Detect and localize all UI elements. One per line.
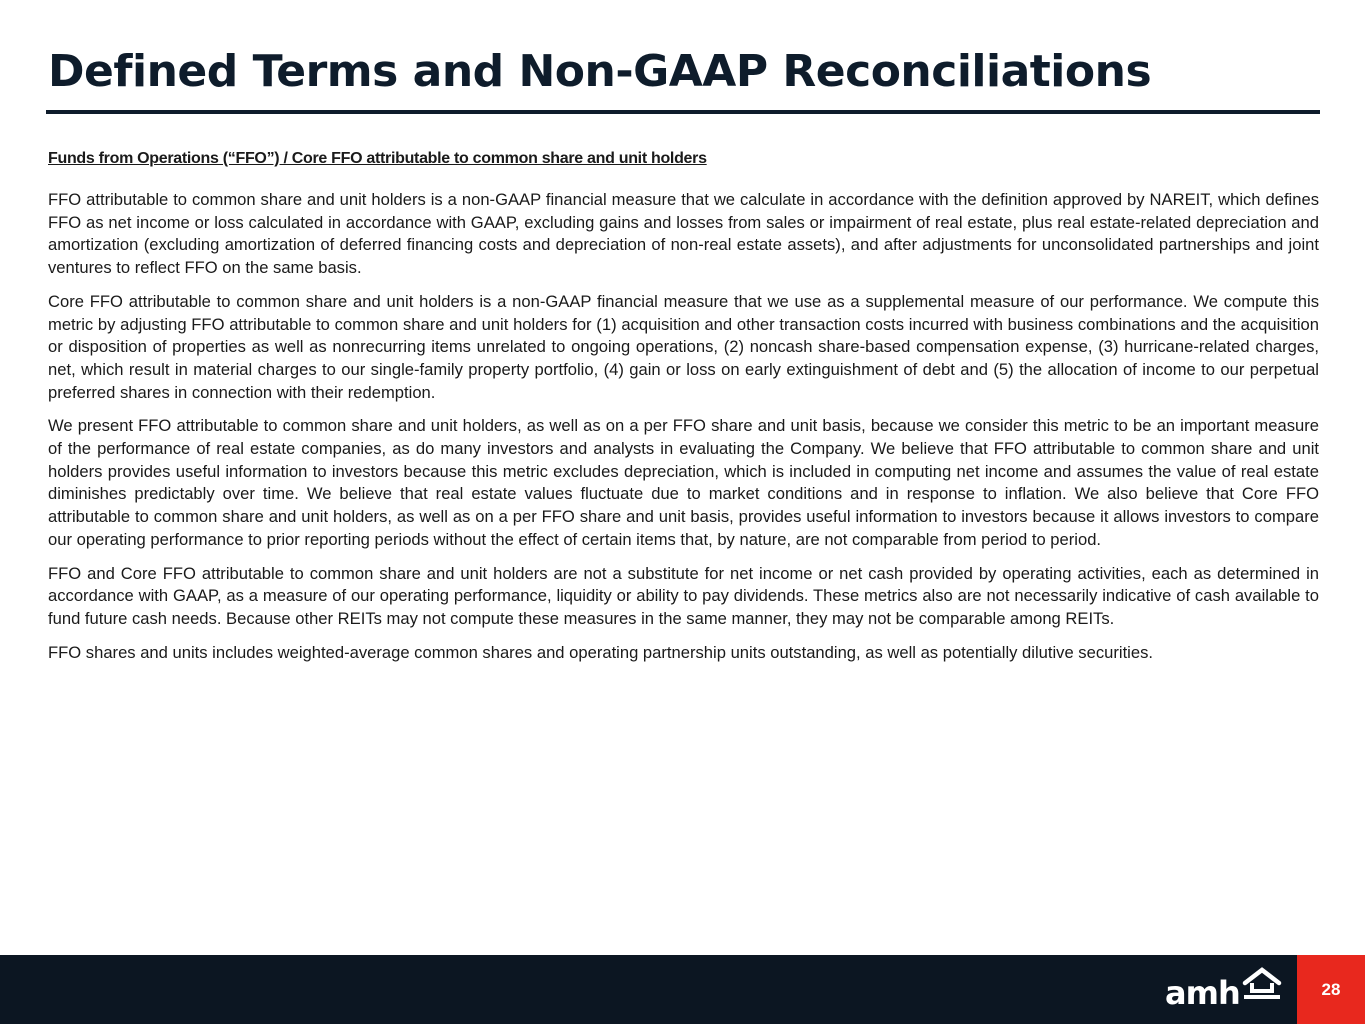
title-divider	[46, 110, 1320, 114]
logo-text: amh	[1165, 974, 1240, 1012]
paragraph-ffo-definition: FFO attributable to common share and unit holders is a non-GAAP financial measure that we calculate in accordance with the definition approved by NAREIT, which defines FFO as net income or loss calculated in accordance with GAAP, excluding gains and losses from sales or impairment of real estate, plus real estate-related depreciation and amortization (excluding amortization of deferred financing costs and depreciation of non-real estate assets), and after adjustments for unconsolidated partnerships and joint ventures to reflect FFO on the same basis.	[48, 190, 1319, 278]
amh-logo	[1165, 971, 1282, 1011]
page-number: 28	[1321, 979, 1341, 999]
section-heading: Funds from Operations (“FFO”) / Core FFO attributable to common share and unit holders	[48, 150, 707, 167]
paragraph-ffo-shares: FFO shares and units includes weighted-average common shares and operating partnership units outstanding, as well as potentially dilutive securities.	[48, 642, 1154, 662]
footer-bar	[0, 955, 1365, 1024]
page-number-badge	[1297, 955, 1365, 1024]
paragraph-ffo-limitations: FFO and Core FFO attributable to common share and unit holders are not a substitute for net income or net cash provided by operating activities, each as determined in accordance with GAAP, as a measure of our operating performance, liquidity or ability to pay dividends. These metrics also are not necessarily indicative of cash available to fund future cash needs. Because other REITs may not compute these measures in the same manner, they may not be comparable among REITs.	[48, 563, 1319, 628]
page-title: Defined Terms and Non-GAAP Reconciliations	[48, 46, 1152, 97]
content-body	[48, 147, 1319, 675]
paragraph-core-ffo-definition: Core FFO attributable to common share and unit holders is a non-GAAP financial measure that we use as a supplemental measure of our performance. We compute this metric by adjusting FFO attributable to common share and unit holders for (1) acquisition and other transaction costs incurred with business combinations and the acquisition or disposition of properties as well as nonrecurring items unrelated to ongoing operations, (2) noncash share-based compensation expense, (3) hurricane-related charges, net, which result in material charges to our single-family property portfolio, (4) gain or loss on early extinguishment of debt and (5) the allocation of income to our perpetual preferred shares in connection with their redemption.	[48, 291, 1319, 402]
house-icon	[1242, 966, 1282, 1007]
paragraph-ffo-rationale: We present FFO attributable to common share and unit holders, as well as on a per FFO share and unit basis, because we consider this metric to be an important measure of the performance of real estate companies, as do many investors and analysts in evaluating the Company. We believe that FFO attributable to common share and unit holders provides useful information to investors because this metric excludes depreciation, which is included in computing net income and assumes the value of real estate diminishes predictably over time. We believe that real estate values fluctuate due to market conditions and in response to inflation. We also believe that Core FFO attributable to common share and unit holders, as well as on a per FFO share and unit basis, provides useful information to investors because it allows investors to compare our operating performance to prior reporting periods without the effect of certain items that, by nature, are not comparable from period to period.	[48, 416, 1319, 549]
